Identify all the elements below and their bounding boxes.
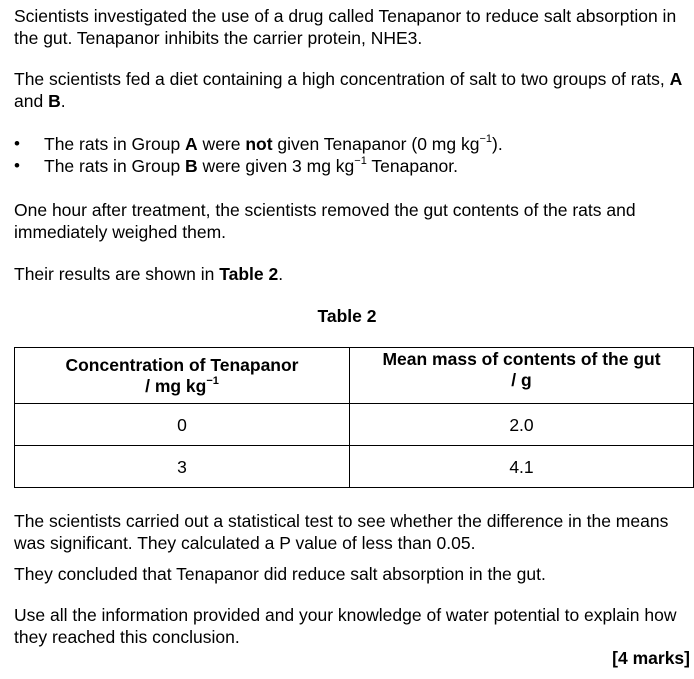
diet-paragraph	[14, 68, 690, 112]
results-text: Their results are shown in	[14, 264, 220, 284]
bullet-text: The rats in Group	[44, 134, 186, 154]
bullet-text: were given 3 mg kg	[197, 156, 355, 176]
diet-text: The scientists fed a diet containing a high concentration of salt to two groups of rats,	[14, 69, 670, 89]
table-caption: Table 2	[317, 306, 377, 326]
cell-mass: 2.0	[350, 404, 694, 446]
bullet-text: given Tenapanor (0 mg kg	[272, 134, 480, 154]
group-label: B	[185, 156, 198, 176]
group-label: A	[185, 134, 198, 154]
bullet-text: Tenapanor.	[366, 156, 458, 176]
bullet-text: were	[197, 134, 246, 154]
results-intro	[14, 263, 690, 285]
stats-paragraph: The scientists carried out a statistical test to see whether the difference in the means was significant. They calculated a P value of less than 0.05.	[14, 511, 669, 553]
method-paragraph: One hour after treatment, the scientists removed the gut contents of the rats and immediately weighed them.	[14, 200, 636, 242]
question-paragraph: Use all the information provided and your knowledge of water potential to explain how they reached this conclusion.	[14, 605, 677, 647]
header-concentration-unit: / mg kg	[145, 375, 207, 396]
header-mass-title: Mean mass of contents of the gut	[382, 349, 661, 369]
treatment-list	[14, 133, 690, 177]
diet-and: and	[14, 91, 49, 111]
header-mass	[350, 348, 694, 404]
results-end: .	[278, 264, 284, 284]
emphasis-not: not	[245, 134, 273, 154]
group-b-label: B	[48, 91, 61, 111]
unit-superscript: −1	[206, 374, 219, 387]
header-mass-unit: / g	[511, 370, 532, 390]
diet-end: .	[60, 91, 66, 111]
table-reference: Table 2	[219, 264, 279, 284]
header-concentration-title: Concentration of Tenapanor	[65, 354, 299, 375]
conclusion-paragraph: They concluded that Tenapanor did reduce salt absorption in the gut.	[14, 564, 546, 584]
table-row	[15, 404, 694, 446]
cell-concentration: 0	[15, 404, 350, 446]
results-table	[14, 347, 694, 488]
list-item	[14, 155, 690, 177]
cell-concentration: 3	[15, 446, 350, 488]
unit-superscript: −1	[479, 133, 492, 146]
table-header-row	[15, 348, 694, 404]
bullet-text: ).	[492, 134, 503, 154]
table-row	[15, 446, 694, 488]
cell-mass: 4.1	[350, 446, 694, 488]
intro-paragraph: Scientists investigated the use of a drug called Tenapanor to reduce salt absorption in the gut. Tenapanor inhibits the carrier protein, NHE3.	[14, 6, 677, 48]
header-concentration	[15, 348, 350, 404]
group-a-label: A	[669, 69, 683, 89]
marks-label: [4 marks]	[612, 648, 690, 668]
list-item	[14, 133, 690, 155]
bullet-text: The rats in Group	[44, 156, 186, 176]
unit-superscript: −1	[354, 155, 367, 168]
